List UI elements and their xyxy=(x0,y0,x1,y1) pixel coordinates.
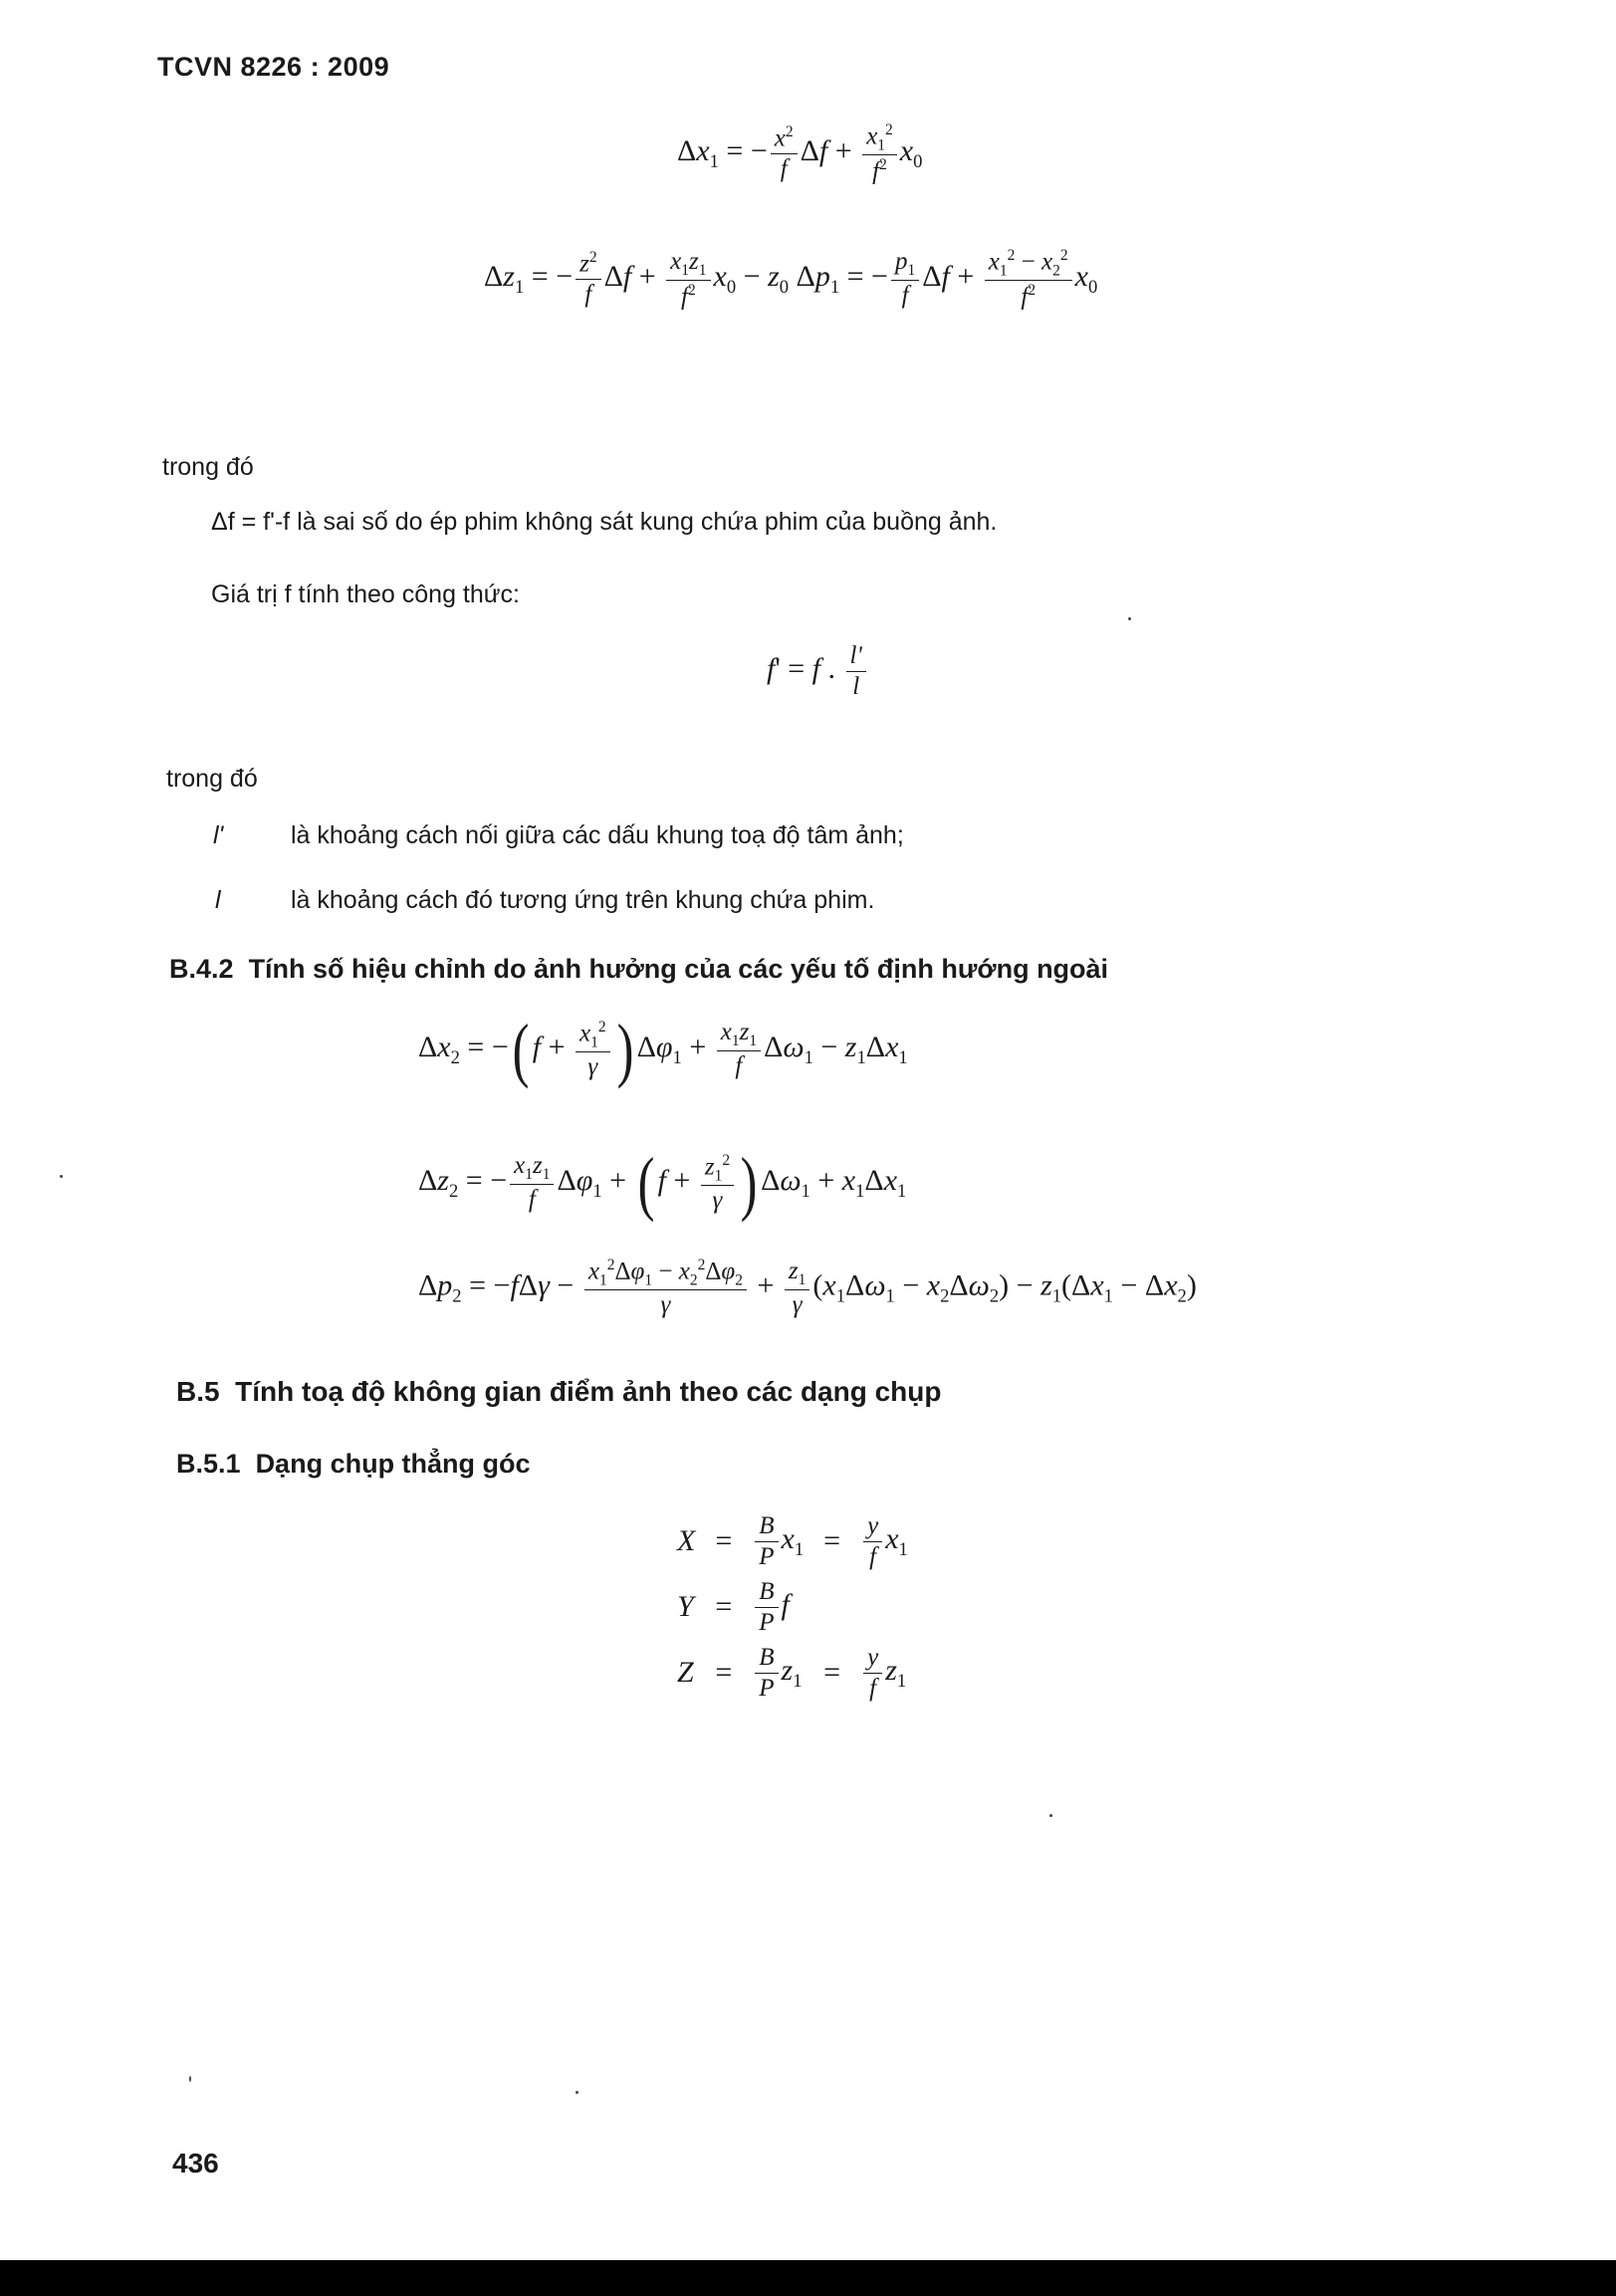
scan-speck xyxy=(1049,1814,1052,1817)
equation-delta-p2: $\Delta p_2 = -f\Delta\gamma$ − $\frac{x_1^2\Delta\varphi_1 - x_2^2\Delta\varphi_2}{\gamma}$ + $\frac{z_1}{\gamma}$ $(x_1\Delta\omega_1 - x_2\Delta\omega_2) - z_1(\Delta x_1 - \Delta x_2)$ xyxy=(418,1257,1197,1319)
section-b5-heading xyxy=(176,1376,942,1408)
section-b42-heading xyxy=(169,954,1108,985)
section-b42-title: Tính số hiệu chỉnh do ảnh hưởng của các yếu tố định hướng ngoài xyxy=(248,954,1109,984)
equation-X: X = $\frac{B}{P}$ $x_1$ = $\frac{y}{f}$ $x_1$ xyxy=(677,1512,908,1570)
section-b5-number: B.5 xyxy=(176,1376,220,1407)
equation-delta-x1: $\Delta x_1$ = − $\frac{x^2}{f}$ Δf + $\frac{x_1^2}{f^2}$ $x_0$ xyxy=(677,121,923,185)
equation-delta-x2: $\Delta x_2$ = −( f + $\frac{x_1^2}{\gamma}$ ) $\Delta\varphi_1$ + $\frac{x_1z_1}{f}$ $\Delta\omega_1 - z_1\Delta x_1$ xyxy=(418,1010,908,1089)
equation-delta-z1-p1: $\Delta z_1$ = − $\frac{z^2}{f}$ Δf + $\frac{x_1z_1}{f^2}$ $x_0 - z_0$ $\Delta p_1$ = − $\frac{p_1}{f}$ Δf + $\frac{x_1^2 - x_2^2}{f^2}$ $x_0$ xyxy=(484,247,1098,311)
definition-text-l-prime: là khoảng cách nối giữa các dấu khung toạ độ tâm ảnh; xyxy=(291,821,904,849)
scan-speck xyxy=(576,2091,578,2094)
scan-speck xyxy=(60,1175,63,1178)
document-header: TCVN 8226 : 2009 xyxy=(157,52,390,82)
scan-bottom-edge xyxy=(0,2260,1616,2296)
delta-f-definition: Δf = f'-f là sai số do ép phim không sát kung chứa phim của buồng ảnh. xyxy=(211,508,998,536)
page-number: 436 xyxy=(172,2148,219,2179)
definition-symbol-l: l xyxy=(215,886,221,914)
where-label-1: trong đó xyxy=(162,453,254,481)
equation-Y: Y = $\frac{B}{P}$ f xyxy=(677,1578,790,1636)
equation-delta-z2: $\Delta z_2$ = − $\frac{x_1z_1}{f}$ $\Delta\varphi_1$ + ( f + $\frac{z_1^2}{\gamma}$ ) $\Delta\omega_1 + x_1\Delta x_1$ xyxy=(418,1143,907,1223)
section-b5-title: Tính toạ độ không gian điểm ảnh theo các dạng chụp xyxy=(235,1376,942,1407)
where-label-2: trong đó xyxy=(166,765,258,793)
section-b51-number: B.5.1 xyxy=(176,1449,241,1479)
section-b51-title: Dạng chụp thẳng góc xyxy=(255,1449,531,1479)
equations-xyz xyxy=(667,1508,918,1706)
section-b42-number: B.4.2 xyxy=(169,954,234,984)
value-f-intro: Giá trị f tính theo công thức: xyxy=(211,580,520,608)
definition-symbol-l-prime: l' xyxy=(213,821,224,849)
section-b51-heading xyxy=(176,1449,531,1480)
definition-text-l: là khoảng cách đó tương ứng trên khung chứa phim. xyxy=(291,886,875,914)
equation-f-prime: f' = f . $\frac{l'}{l}$ xyxy=(767,642,869,700)
scan-speck xyxy=(189,2076,191,2082)
equation-Z: Z = $\frac{B}{P}$ $z_1$ = $\frac{y}{f}$ $z_1$ xyxy=(677,1644,907,1702)
scan-speck xyxy=(1128,617,1131,620)
